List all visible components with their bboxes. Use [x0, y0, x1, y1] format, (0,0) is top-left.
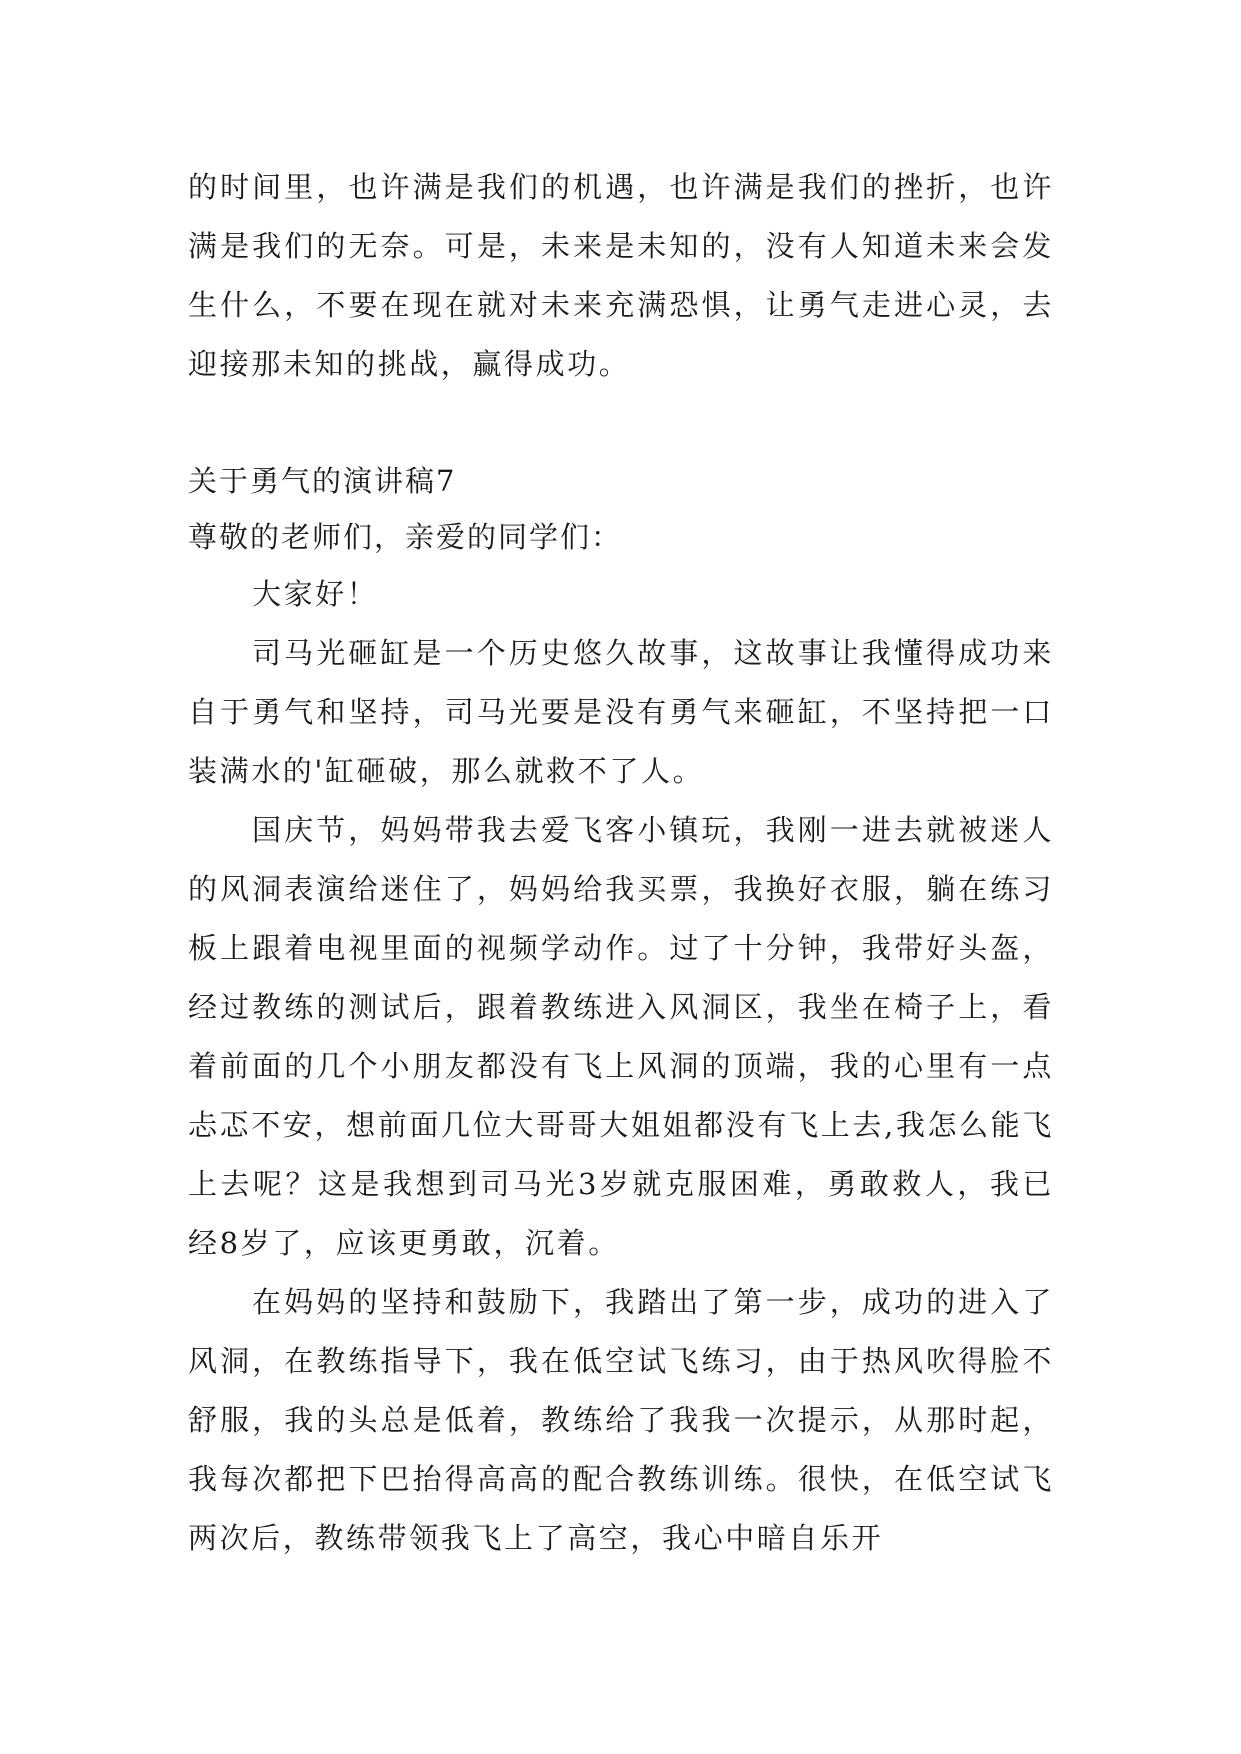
salutation: 尊敬的老师们，亲爱的同学们： [188, 520, 623, 554]
intro-paragraph: 的时间里，也许满是我们的机遇，也许满是我们的挫折，也许满是我们的无奈。可是，未来是未知的，没有人知道未来会发生什么，不要在现在就对未来充满恐惧，让勇气走进心灵，去迎接那未知的挑战，赢得成功。 [188, 170, 1054, 381]
document-page [188, 158, 1054, 1568]
greeting: 大家好！ [252, 577, 379, 611]
body-paragraph: 司马光砸缸是一个历史悠久故事，这故事让我懂得成功来自于勇气和坚持，司马光要是没有勇气来砸缸，不坚持把一口装满水的'缸砸破，那么就救不了人。 [188, 636, 1054, 788]
body-paragraph: 在妈妈的坚持和鼓励下，我踏出了第一步，成功的进入了风洞，在教练指导下，我在低空试飞练习，由于热风吹得脸不舒服，我的头总是低着，教练给了我我一次提示，从那时起，我每次都把下巴抬得高高的配合教练训练。很快，在低空试飞两次后，教练带领我飞上了高空，我心中暗自乐开 [188, 1285, 1054, 1555]
section-title: 关于勇气的演讲稿7 [188, 464, 457, 498]
body-paragraph: 国庆节，妈妈带我去爱飞客小镇玩，我刚一进去就被迷人的风洞表演给迷住了，妈妈给我买票，我换好衣服，躺在练习板上跟着电视里面的视频学动作。过了十分钟，我带好头盔，经过教练的测试后，跟着教练进入风洞区，我坐在椅子上，看着前面的几个小朋友都没有飞上风洞的顶端，我的心里有一点忐忑不安，想前面几位大哥哥大姐姐都没有飞上去,我怎么能飞上去呢？这是我想到司马光3岁就克服困难，勇敢救人，我已经8岁了，应该更勇敢，沉着。 [188, 813, 1054, 1260]
